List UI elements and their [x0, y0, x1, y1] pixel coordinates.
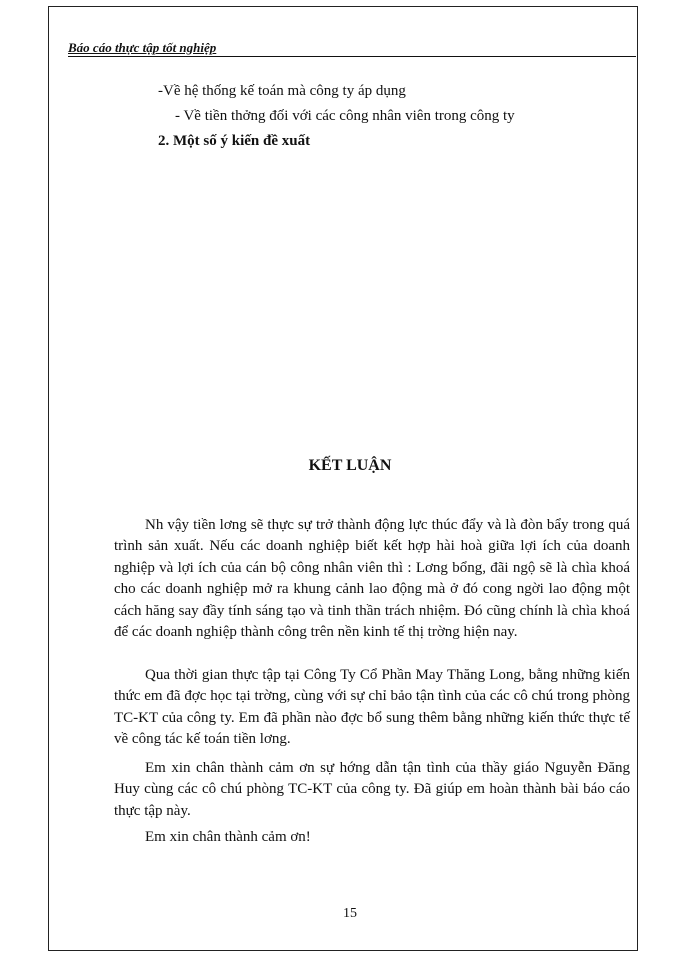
conclusion-title: KẾT LUẬN — [308, 457, 392, 474]
conclusion-paragraph-2: Qua thời gian thực tập tại Công Ty Cổ Phần May Thăng Long, bằng những kiến thức em đã đợc học tại trờng, cùng với sự chỉ bảo tận tình của các cô chú trong phòng TC-KT của công ty. Em đã phần nào đợc bổ sung thêm bằng những kiến thức thực tế về công tác kế toán tiền lơng. — [114, 667, 630, 748]
list-item-bonus: - Về tiền thởng đối với các công nhân viên trong công ty — [175, 108, 515, 124]
list-item-accounting-system: -Về hệ thống kế toán mà công ty áp dụng — [158, 83, 406, 99]
conclusion-paragraph-1: Nh vậy tiền lơng sẽ thực sự trở thành động lực thúc đẩy và là đòn bẩy trong quá trình sản xuất. Nếu các doanh nghiệp biết kết hợp hài hoà giữa lợi ích của doanh nghiệp và lợi ích của cán bộ công nhân viên thì : Lơng bổng, đãi ngộ sẽ là chìa khoá cho các doanh nghiệp mở ra khung cảnh lao động mà ở đó cong ngời lao động một cách hăng say đầy tính sáng tạo và tinh thần trách nhiệm. Đó cũng chính là chìa khoá để các doanh nghiệp thành công trên nền kinh tế thị trờng hiện nay. — [114, 517, 630, 641]
header-rule — [68, 56, 636, 57]
conclusion-paragraph-4: Em xin chân thành cảm ơn! — [145, 829, 311, 845]
section-heading-proposals: 2. Một số ý kiến đề xuất — [158, 133, 311, 149]
page-number: 15 — [343, 906, 357, 921]
running-header: Báo cáo thực tập tốt nghiệp — [68, 40, 217, 55]
conclusion-paragraph-3: Em xin chân thành cảm ơn sự hớng dẫn tận tình của thầy giáo Nguyễn Đăng Huy cùng các cô chú phòng TC-KT của công ty. Đã giúp em hoàn thành bài báo cáo thực tập này. — [114, 760, 630, 819]
